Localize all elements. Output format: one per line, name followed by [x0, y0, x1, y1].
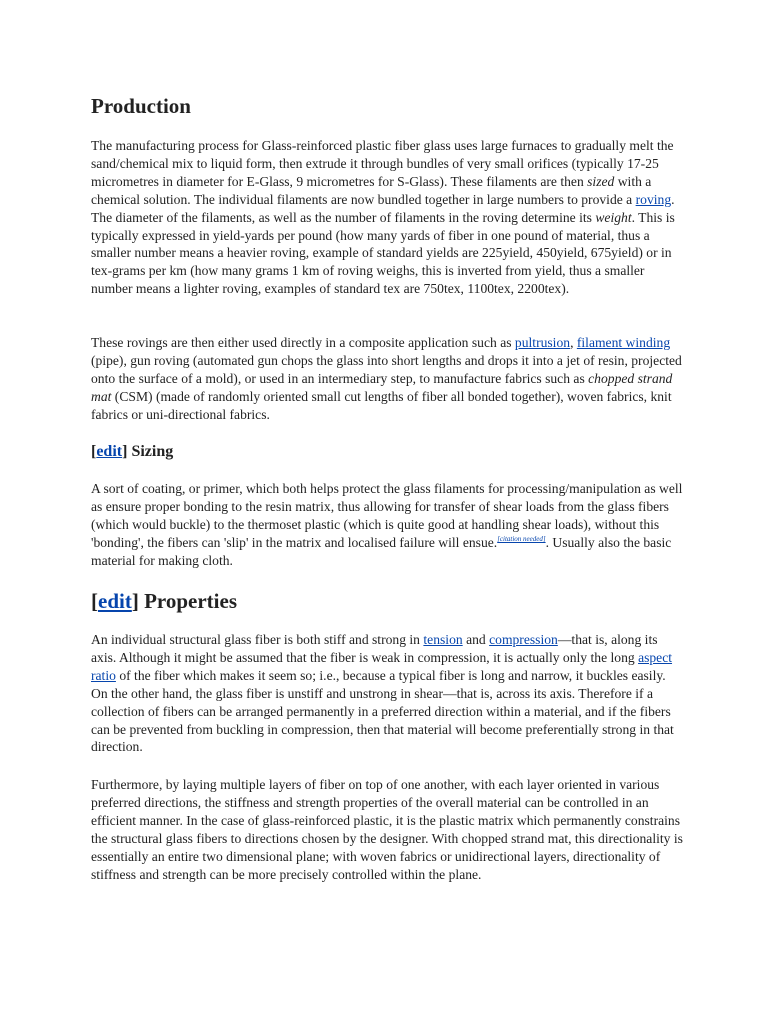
- text-run: and: [462, 632, 490, 647]
- edit-link-sizing[interactable]: edit: [96, 443, 123, 460]
- heading-text-sizing: Sizing: [131, 443, 174, 460]
- text-run: A sort of coating, or primer, which both helps protect the glass filaments for processing/manipulation as well as ensure proper bonding to the resin matrix, thus allowing for transfer of shear loads from the glass fibers (which would buckle) to the thermoset plastic (which is quite good at handling shear loads), without this 'bonding', the fibers can 'slip' in the matrix and localised failure will ensue.: [91, 481, 683, 550]
- text-run: of the fiber which makes it seem so; i.e., because a typical fiber is long and narrow, it buckles easily. On the other hand, the glass fiber is unstiff and unstrong in shear—that is, across its axis. Therefore if a collection of fibers can be arranged permanently in a preferred direction within a material, and if the fibers can be prevented from buckling in compression, then that material will become preferentially strong in that direction.: [91, 667, 674, 755]
- emphasis-weight: weight: [595, 209, 632, 225]
- link-pultrusion[interactable]: pultrusion: [514, 335, 571, 350]
- link-filament-winding[interactable]: filament winding: [576, 335, 671, 350]
- paragraph-manufacturing: [91, 137, 681, 298]
- paragraph-layers: [91, 776, 683, 883]
- link-aspect-ratio[interactable]: aspect ratio: [91, 649, 673, 683]
- emphasis-sized: sized: [587, 173, 615, 189]
- link-tension[interactable]: tension: [423, 632, 463, 647]
- text-run: —that is, along its axis. Although it might be assumed that the fiber is weak in compression, it is actually only the long: [91, 632, 658, 665]
- heading-text-properties: Properties: [144, 589, 237, 613]
- text-run: The manufacturing process for Glass-reinforced plastic fiber glass uses large furnaces to gradually melt the sand/chemical mix to liquid form, then extrude it through bundles of very small orifices (typically 17-25 micrometres in diameter for E-Glass, 9 micrometres for S-Glass). These filaments are then: [91, 138, 674, 189]
- emphasis-chopped-strand-mat: chopped strand mat: [91, 370, 673, 404]
- paragraph-structural-fiber: [91, 631, 681, 756]
- text-run: . Usually also the basic material for making cloth.: [91, 534, 672, 568]
- text-run: ,: [570, 335, 577, 350]
- text-run: with a chemical solution. The individual filaments are now bundled together in large numbers to provide a: [91, 173, 652, 207]
- text-run: . This is typically expressed in yield-yards per pound (how many yards of fiber in one pound of material, thus a smaller number means a heavier roving, example of standard yields are 225yield, 450yield, 675yield) or in tex-grams per km (how many grams 1 km of roving weighs, this is inverted from yield, thus a smaller number means a lighter roving, examples of standard tex are 750tex, 1100tex, 2200tex).: [91, 209, 675, 297]
- section-heading-production: Production: [91, 94, 191, 118]
- bracket-close: ]: [131, 589, 139, 613]
- text-run: . The diameter of the filaments, as well as the number of filaments in the roving determine its: [91, 191, 675, 225]
- section-heading-sizing: [91, 443, 173, 461]
- link-compression[interactable]: compression: [489, 632, 558, 647]
- text-run: These rovings are then either used directly in a composite application such as: [91, 335, 515, 350]
- paragraph-rovings: [91, 334, 683, 424]
- link-roving[interactable]: roving: [635, 191, 672, 207]
- bracket-open: [: [91, 589, 98, 613]
- edit-link-properties[interactable]: edit: [98, 589, 132, 613]
- text-run: (CSM) (made of randomly oriented small cut lengths of fiber all bonded together), woven fabrics, knit fabrics or uni-directional fabrics.: [91, 388, 672, 422]
- bracket-open: [: [91, 443, 97, 460]
- paragraph-sizing: [91, 480, 685, 570]
- citation-needed-link[interactable]: [citation needed]: [497, 534, 546, 543]
- text-run: Furthermore, by laying multiple layers of fiber on top of one another, with each layer oriented in various preferred directions, the stiffness and strength properties of the overall material can be controlled in an efficient manner. In the case of glass-reinforced plastic, it is the plastic matrix which permanently constrains the structural glass fibers to directions chosen by the designer. With chopped strand mat, this directionality is essentially an entire two dimensional plane; with woven fabrics or unidirectional layers, directionality of stiffness and strength can be more precisely controlled within the plane.: [91, 777, 683, 882]
- section-heading-properties: [91, 589, 237, 614]
- text-run: An individual structural glass fiber is both stiff and strong in: [91, 632, 424, 647]
- text-run: (pipe), gun roving (automated gun chops the glass into short lengths and drops it into a jet of resin, projected onto the surface of a mold), or used in an intermediary step, to manufacture fabrics such as: [91, 352, 682, 386]
- bracket-close: ]: [122, 443, 128, 460]
